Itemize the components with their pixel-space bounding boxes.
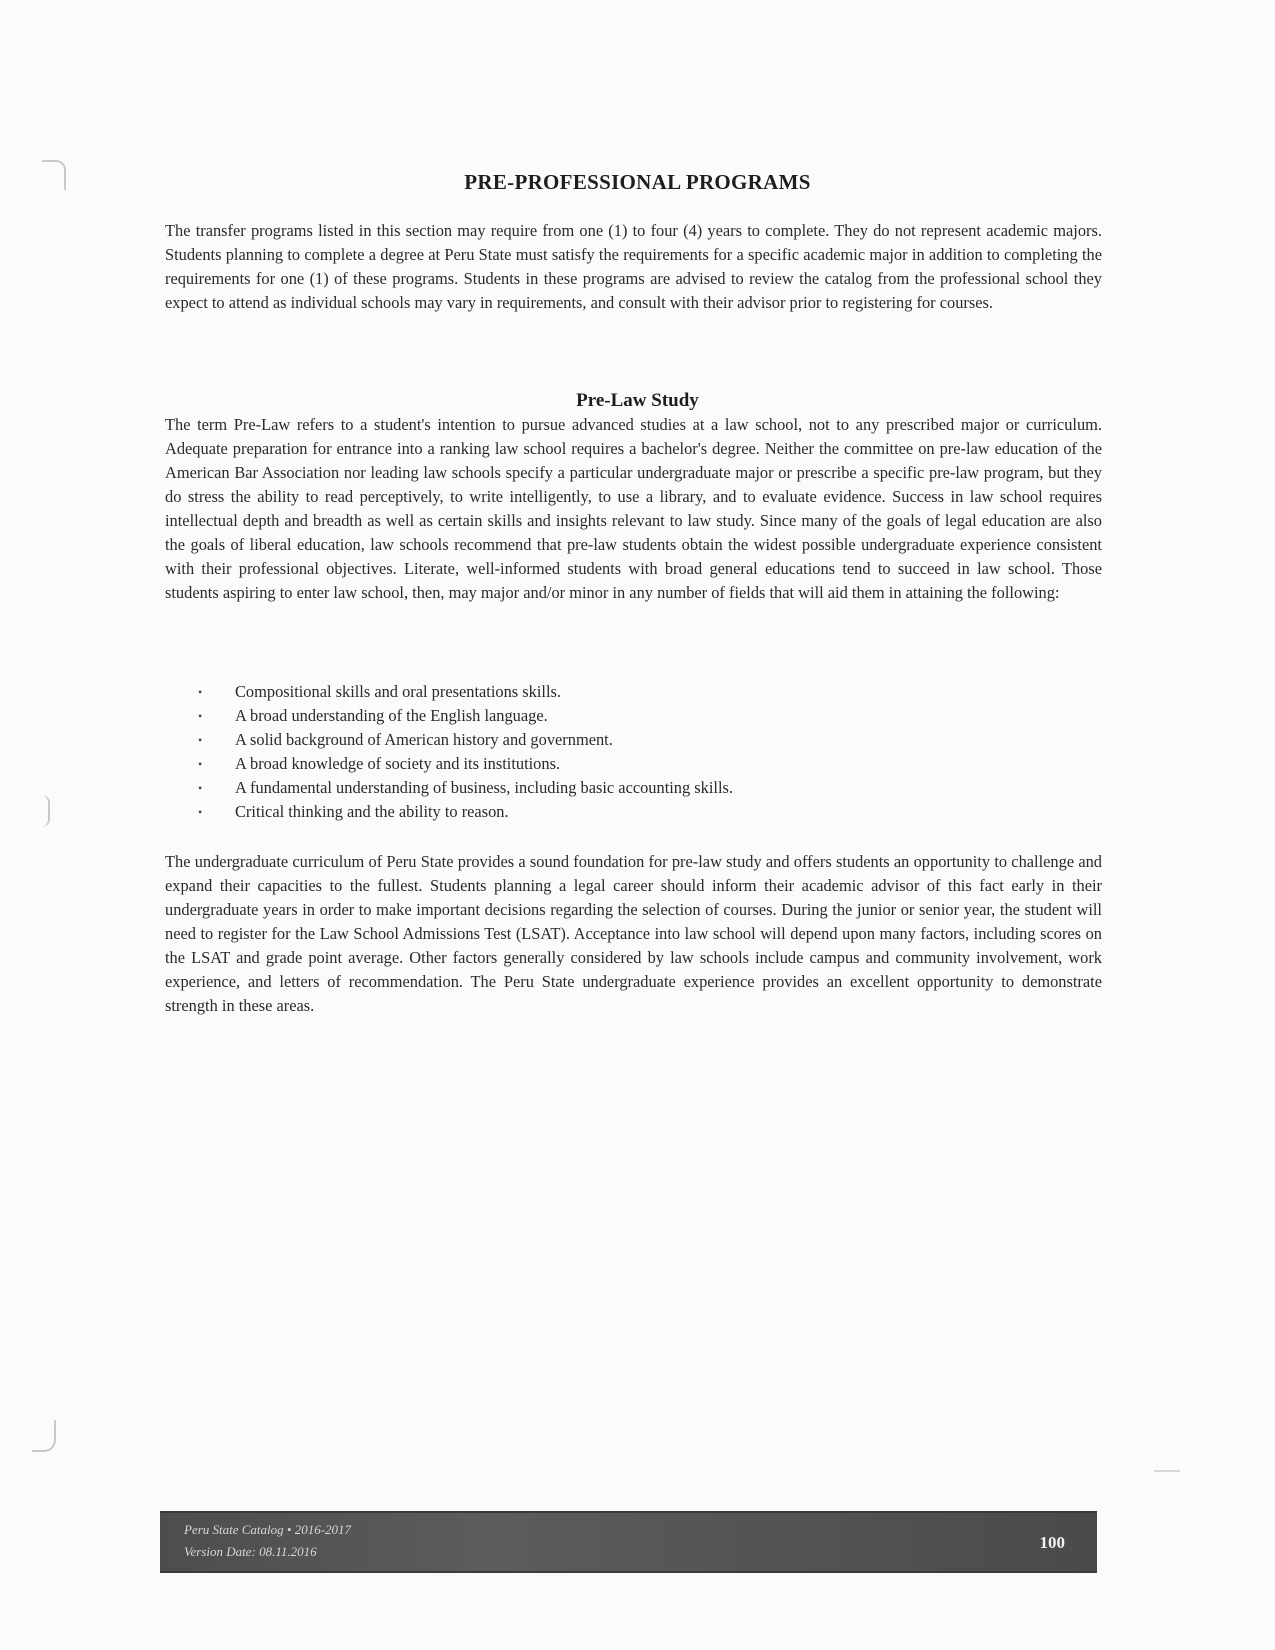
section-heading-pre-law: Pre-Law Study bbox=[576, 390, 699, 411]
pre-law-paragraph: The term Pre-Law refers to a student's intention to pursue advanced studies at a law school, not to any prescribed major or curriculum. Adequate preparation for entrance into a ranking law school requires a bachelor's degree. Neither the committee on pre-law education of the American Bar Association nor leading law schools specify a particular undergraduate major or prescribe a specific pre-law program, but they do stress the ability to read perceptively, to write intelligently, to use a library, and to evaluate evidence. Success in law school requires intellectual depth and breadth as well as certain skills and insights relevant to law study. Since many of the goals of legal education are also the goals of liberal education, law schools recommend that pre-law students obtain the widest possible undergraduate experience consistent with their professional objectives. Literate, well-informed students with broad general educations tend to succeed in law school. Those students aspiring to enter law school, then, may major and/or minor in any number of fields that will aid them in attaining the following: bbox=[165, 415, 1102, 602]
intro-paragraph: The transfer programs listed in this section may require from one (1) to four (4) years to complete. They do not represent academic majors. Students planning to complete a degree at Peru State must satisfy the requirements for a specific academic major in addition to completing the requirements for one (1) of these programs. Students in these programs are advised to review the catalog from the professional school they expect to attend as individual schools may vary in requirements, and consult with their advisor prior to registering for courses. bbox=[165, 221, 1102, 312]
list-item-text: A fundamental understanding of business, including basic accounting skills. bbox=[235, 778, 734, 797]
footer-version-date: Version Date: 08.11.2016 bbox=[184, 1544, 317, 1559]
bullet-icon: • bbox=[198, 685, 203, 699]
binder-hole-mark-middle bbox=[40, 795, 50, 827]
list-item bbox=[195, 776, 1055, 800]
closing-paragraph: The undergraduate curriculum of Peru State provides a sound foundation for pre-law study and offers students an opportunity to challenge and expand their capacities to the fullest. Students planning a legal career should inform their academic advisor of this fact early in their undergraduate years in order to make important decisions regarding the selection of courses. During the junior or senior year, the student will need to register for the Law School Admissions Test (LSAT). Acceptance into law school will depend upon many factors, including scores on the LSAT and grade point average. Other factors generally considered by law schools include campus and community involvement, work experience, and letters of recommendation. The Peru State undergraduate experience provides an excellent opportunity to demonstrate strength in these areas. bbox=[165, 852, 1102, 1015]
list-item-text: A broad knowledge of society and its institutions. bbox=[235, 754, 561, 773]
scan-artifact bbox=[1154, 1470, 1180, 1472]
binder-hole-mark-bottom bbox=[32, 1420, 56, 1452]
list-item bbox=[195, 800, 1055, 824]
bullet-icon: • bbox=[198, 709, 203, 723]
list-item-text: Critical thinking and the ability to reason. bbox=[235, 802, 509, 821]
footer-catalog-title: Peru State Catalog • 2016-2017 bbox=[184, 1522, 352, 1537]
bullet-icon: • bbox=[198, 805, 203, 819]
page-title: PRE-PROFESSIONAL PROGRAMS bbox=[464, 170, 811, 194]
list-item bbox=[195, 752, 1055, 776]
footer-bar bbox=[160, 1511, 1097, 1573]
list-item-text: A broad understanding of the English language. bbox=[235, 706, 548, 725]
page-number: 100 bbox=[1039, 1533, 1065, 1552]
list-item-text: Compositional skills and oral presentations skills. bbox=[235, 682, 561, 701]
bullet-icon: • bbox=[198, 781, 203, 795]
bullet-icon: • bbox=[198, 757, 203, 771]
list-item bbox=[195, 680, 1055, 704]
list-item-text: A solid background of American history and government. bbox=[235, 730, 613, 749]
list-item bbox=[195, 728, 1055, 752]
list-item bbox=[195, 704, 1055, 728]
bullet-icon: • bbox=[198, 733, 203, 747]
skills-bullet-list bbox=[195, 680, 1055, 824]
